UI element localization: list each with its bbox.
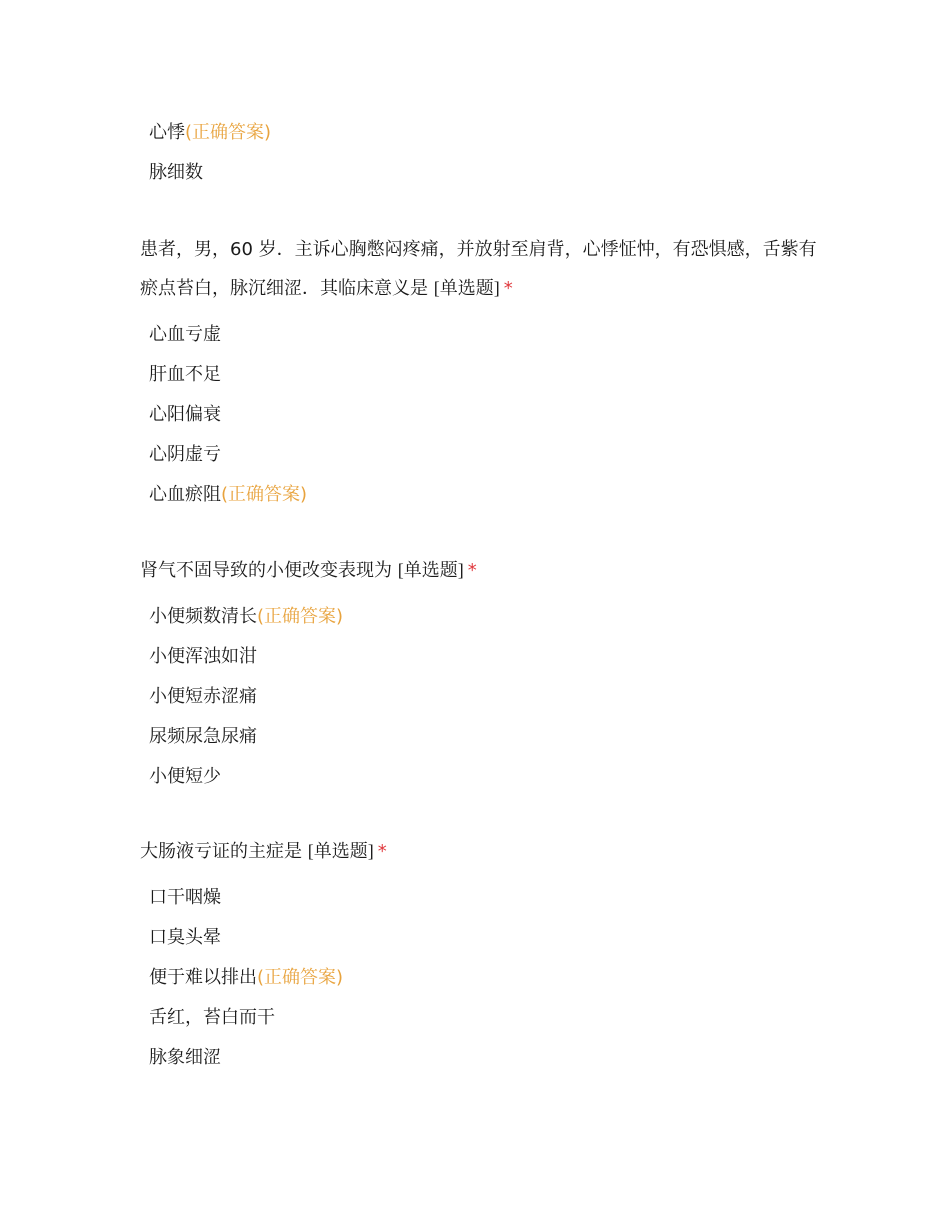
option-text: 肝血不足 <box>149 364 221 385</box>
option-text: 舌红，苔白而干 <box>149 1007 275 1028</box>
option-item <box>140 878 820 918</box>
option-text: 心血亏虚 <box>149 324 221 345</box>
option-text: 小便浑浊如泔 <box>149 646 257 667</box>
option-text: 脉象细涩 <box>149 1047 221 1068</box>
option-text: 脉细数 <box>149 162 203 183</box>
option-text: 口干咽燥 <box>149 887 221 908</box>
option-list <box>140 878 820 1078</box>
option-item <box>140 113 820 153</box>
option-item <box>140 677 820 717</box>
option-text: 心阴虚亏 <box>149 444 221 465</box>
option-text: 尿频尿急尿痛 <box>149 726 257 747</box>
option-list <box>140 113 820 193</box>
question-type: [单选题] <box>397 560 464 580</box>
option-item <box>140 597 820 637</box>
question-stem <box>140 231 820 308</box>
question-type: [单选题] <box>307 841 374 861</box>
option-text: 心血瘀阻 <box>149 484 221 505</box>
option-item <box>140 637 820 677</box>
question-text: 肾气不固导致的小便改变表现为 <box>140 560 392 581</box>
option-item <box>140 435 820 475</box>
correct-answer-note: (正确答案) <box>257 967 344 988</box>
option-item <box>140 998 820 1038</box>
option-item <box>140 355 820 395</box>
question-stem <box>140 551 820 590</box>
option-text: 小便短赤涩痛 <box>149 686 257 707</box>
prev-question-block <box>140 113 820 193</box>
question-block <box>140 231 820 515</box>
option-list <box>140 315 820 515</box>
option-item <box>140 918 820 958</box>
correct-answer-note: (正确答案) <box>221 484 308 505</box>
correct-answer-note: (正确答案) <box>185 122 272 143</box>
option-item <box>140 958 820 998</box>
option-text: 口臭头晕 <box>149 927 221 948</box>
question-text: 大肠液亏证的主症是 <box>140 841 302 862</box>
option-item <box>140 475 820 515</box>
option-item <box>140 153 820 193</box>
option-item <box>140 1038 820 1078</box>
question-block <box>140 551 820 797</box>
correct-answer-note: (正确答案) <box>257 606 344 627</box>
question-text: 患者，男，60 岁．主诉心胸憋闷疼痛，并放射至肩背，心悸怔忡，有恐惧感，舌紫有瘀点苔白，脉沉细涩．其临床意义是 <box>140 239 817 299</box>
option-text: 小便短少 <box>149 766 221 787</box>
option-item <box>140 395 820 435</box>
required-mark: * <box>377 841 387 862</box>
option-text: 心阳偏衰 <box>149 404 221 425</box>
option-text: 小便频数清长 <box>149 606 257 627</box>
option-list <box>140 597 820 797</box>
option-item <box>140 717 820 757</box>
required-mark: * <box>503 278 513 299</box>
required-mark: * <box>467 560 477 581</box>
option-item <box>140 757 820 797</box>
question-type: [单选题] <box>433 278 500 298</box>
option-text: 便于难以排出 <box>149 967 257 988</box>
question-stem <box>140 832 820 871</box>
option-text: 心悸 <box>149 122 185 143</box>
option-item <box>140 315 820 355</box>
question-block <box>140 832 820 1078</box>
